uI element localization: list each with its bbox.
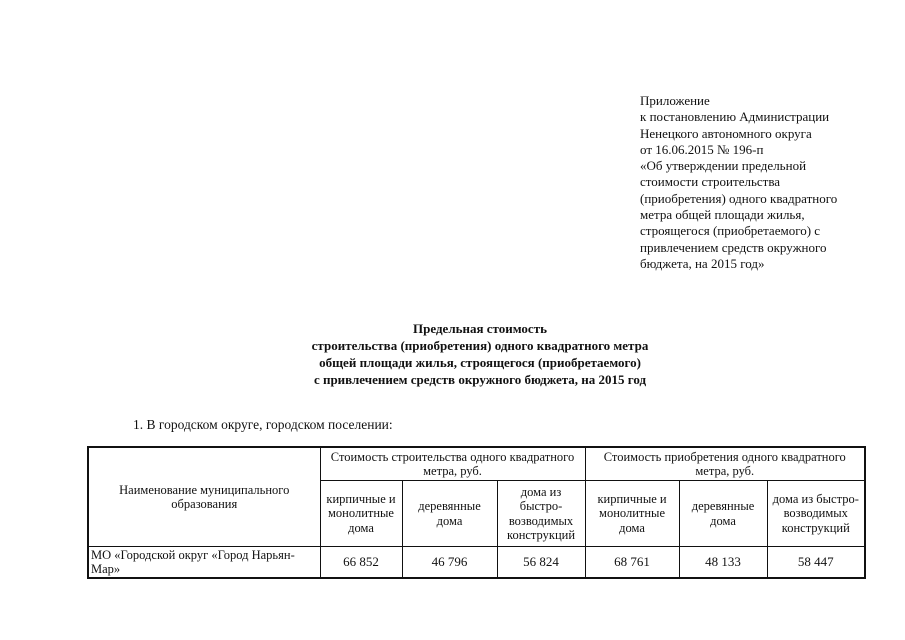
header-purchase-cost: Стоимость приобретения одного квадратного метра, руб.	[585, 447, 865, 481]
section-heading: 1. В городском округе, городском поселении:	[133, 417, 393, 432]
cell-construction-wooden: 46 796	[402, 547, 497, 579]
title-line: общей площади жилья, строящегося (приобретаемого)	[319, 355, 641, 370]
table-row	[88, 547, 865, 579]
cost-table	[87, 446, 866, 579]
header-purchase-wooden: деревянные дома	[679, 481, 767, 547]
row-municipality-name: МО «Городской округ «Город Нарьян-Мар»	[88, 547, 320, 579]
header-construction-cost: Стоимость строительства одного квадратного метра, руб.	[320, 447, 585, 481]
appendix-line: «Об утверждении предельной	[640, 158, 807, 174]
appendix-line: от 16.06.2015 № 196-п	[640, 141, 764, 157]
header-construction-brick: кирпичные и монолитные дома	[320, 481, 402, 547]
document-title	[200, 320, 760, 388]
header-construction-prefab: дома из быстро-возводимых конструкций	[497, 481, 585, 547]
cell-purchase-wooden: 48 133	[679, 547, 767, 579]
appendix-line: стоимости строительства	[640, 174, 781, 190]
cell-purchase-prefab: 58 447	[767, 547, 865, 579]
cell-construction-brick: 66 852	[320, 547, 402, 579]
title-line: Предельная стоимость	[413, 321, 547, 336]
appendix-line: метра общей площади жилья,	[640, 207, 805, 223]
header-construction-wooden: деревянные дома	[402, 481, 497, 547]
header-purchase-brick: кирпичные и монолитные дома	[585, 481, 679, 547]
appendix-line: строящегося (приобретаемого) с	[640, 223, 821, 239]
appendix-line: Приложение	[640, 93, 710, 108]
appendix-line: Ненецкого автономного округа	[640, 125, 812, 141]
appendix-line: (приобретения) одного квадратного	[640, 190, 838, 206]
cell-purchase-brick: 68 761	[585, 547, 679, 579]
cell-construction-prefab: 56 824	[497, 547, 585, 579]
header-purchase-prefab: дома из быстро-возводимых конструкций	[767, 481, 865, 547]
title-line: с привлечением средств окружного бюджета, на 2015 год	[313, 372, 647, 387]
appendix-line: привлечением средств окружного	[640, 239, 827, 255]
title-line: строительства (приобретения) одного квадратного метра	[311, 338, 649, 353]
table-header-row	[88, 447, 865, 481]
header-municipality: Наименование муниципального образования	[88, 447, 320, 547]
appendix-block	[640, 93, 880, 272]
appendix-line: бюджета, на 2015 год»	[640, 255, 765, 271]
appendix-line: к постановлению Администрации	[640, 109, 830, 125]
